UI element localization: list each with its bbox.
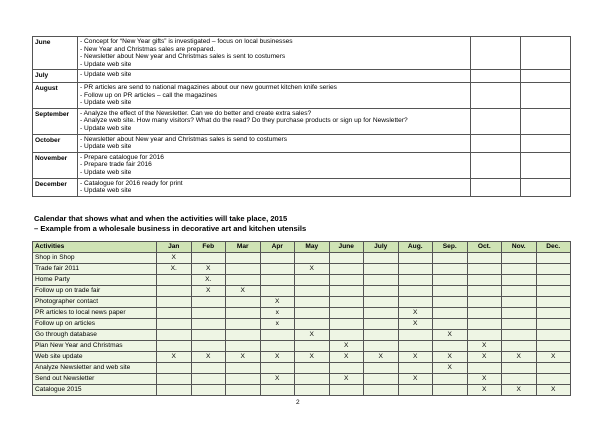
calendar-mark: [329, 330, 364, 341]
plan-line: - Update web site: [80, 187, 132, 195]
plan-description: [78, 108, 471, 134]
calendar-activity: PR articles to local news paper: [33, 308, 157, 319]
calendar-mark: [226, 275, 261, 286]
calendar-mark: [398, 286, 433, 297]
calendar-mark: [295, 319, 330, 330]
calendar-mark: [433, 385, 468, 396]
calendar-activity: Catalogue 2015: [33, 385, 157, 396]
plan-row: [33, 178, 571, 196]
calendar-mark: X: [157, 352, 192, 363]
calendar-header-month: May: [295, 242, 330, 253]
calendar-mark: [260, 275, 295, 286]
calendar-row: [33, 330, 571, 341]
calendar-activity: Analyze Newsletter and web site: [33, 363, 157, 374]
monthly-plan-table: [32, 36, 571, 197]
plan-description: [78, 134, 471, 152]
calendar-row: [33, 275, 571, 286]
calendar-mark: [502, 308, 537, 319]
calendar-header-row: [33, 242, 571, 253]
calendar-mark: X: [433, 363, 468, 374]
calendar-mark: X: [260, 352, 295, 363]
calendar-mark: [536, 341, 571, 352]
calendar-mark: X: [329, 341, 364, 352]
plan-extra-cell: [471, 70, 521, 83]
plan-month: June: [33, 37, 78, 70]
calendar-mark: X: [226, 352, 261, 363]
calendar-mark: [433, 253, 468, 264]
plan-line: - Update web site: [80, 60, 132, 68]
calendar-mark: [295, 308, 330, 319]
calendar-mark: [467, 319, 502, 330]
calendar-mark: [329, 253, 364, 264]
calendar-mark: X: [467, 341, 502, 352]
calendar-mark: [467, 264, 502, 275]
calendar-mark: X.: [157, 264, 192, 275]
calendar-mark: [157, 286, 192, 297]
calendar-mark: [260, 385, 295, 396]
calendar-header-month: Oct.: [467, 242, 502, 253]
calendar-mark: [502, 264, 537, 275]
calendar-mark: [191, 385, 226, 396]
calendar-mark: [226, 363, 261, 374]
plan-extra-cell: [521, 108, 571, 134]
calendar-mark: X: [502, 385, 537, 396]
calendar-mark: X: [260, 374, 295, 385]
calendar-row: [33, 341, 571, 352]
calendar-mark: [502, 319, 537, 330]
calendar-row: [33, 352, 571, 363]
calendar-mark: [364, 341, 399, 352]
calendar-mark: [157, 319, 192, 330]
calendar-mark: X: [398, 374, 433, 385]
plan-line: - Update web site: [80, 168, 132, 176]
calendar-row: [33, 264, 571, 275]
calendar-mark: [329, 308, 364, 319]
plan-description: [78, 37, 471, 70]
calendar-activity: Follow up on articles: [33, 319, 157, 330]
calendar-mark: [364, 297, 399, 308]
plan-extra-cell: [471, 82, 521, 108]
plan-description: [78, 82, 471, 108]
calendar-mark: X: [191, 352, 226, 363]
plan-description: [78, 70, 471, 83]
calendar-mark: [191, 253, 226, 264]
plan-line: - Analyze the effect of the Newsletter. Can we do better and create extra sales?: [80, 109, 312, 117]
calendar-mark: [536, 275, 571, 286]
plan-line: - Update web site: [80, 99, 132, 107]
page-number: 2: [296, 399, 300, 406]
calendar-mark: [295, 363, 330, 374]
calendar-row: [33, 286, 571, 297]
calendar-heading-line2: – Example from a wholesale business in decorative art and kitchen utensils: [34, 224, 307, 233]
plan-extra-cell: [521, 82, 571, 108]
calendar-row: [33, 297, 571, 308]
plan-line: - Prepare trade fair 2016: [80, 161, 152, 169]
calendar-heading-line1: Calendar that shows what and when the activities will take place, 2015: [34, 214, 288, 223]
calendar-header-month: Dec.: [536, 242, 571, 253]
plan-extra-cell: [471, 37, 521, 70]
calendar-mark: [364, 308, 399, 319]
calendar-mark: [433, 319, 468, 330]
plan-month: November: [33, 152, 78, 178]
calendar-mark: [502, 330, 537, 341]
calendar-mark: [536, 319, 571, 330]
plan-extra-cell: [521, 70, 571, 83]
calendar-mark: [364, 374, 399, 385]
calendar-activity: Shop in Shop: [33, 253, 157, 264]
calendar-header-month: Nov.: [502, 242, 537, 253]
calendar-mark: [260, 330, 295, 341]
calendar-mark: [433, 308, 468, 319]
calendar-mark: [536, 363, 571, 374]
calendar-mark: [226, 385, 261, 396]
plan-extra-cell: [471, 152, 521, 178]
calendar-activity: Trade fair 2011: [33, 264, 157, 275]
calendar-mark: [398, 363, 433, 374]
plan-line: - Prepare catalogue for 2016: [80, 153, 164, 161]
calendar-row: [33, 308, 571, 319]
plan-line: - Analyze web site. How many visitors? What do the read? Do they purchase products or sign up for Newsletter?: [80, 117, 408, 125]
plan-row: [33, 134, 571, 152]
calendar-mark: [329, 297, 364, 308]
plan-month: December: [33, 178, 78, 196]
calendar-mark: [226, 319, 261, 330]
calendar-mark: [398, 253, 433, 264]
calendar-mark: [226, 308, 261, 319]
calendar-mark: [467, 297, 502, 308]
calendar-mark: [364, 319, 399, 330]
calendar-mark: [467, 275, 502, 286]
calendar-activity: Web site update: [33, 352, 157, 363]
calendar-mark: X: [329, 352, 364, 363]
calendar-mark: [433, 275, 468, 286]
calendar-mark: X: [536, 385, 571, 396]
activity-calendar-table: [32, 241, 571, 396]
calendar-mark: [364, 286, 399, 297]
calendar-mark: [467, 286, 502, 297]
calendar-mark: [433, 341, 468, 352]
activity-calendar-body: [33, 242, 571, 396]
calendar-mark: [191, 341, 226, 352]
calendar-mark: [467, 253, 502, 264]
calendar-mark: X: [536, 352, 571, 363]
calendar-mark: [536, 308, 571, 319]
calendar-mark: X: [191, 286, 226, 297]
calendar-mark: [329, 275, 364, 286]
calendar-mark: [433, 374, 468, 385]
calendar-mark: [502, 286, 537, 297]
calendar-row: [33, 385, 571, 396]
calendar-mark: [157, 363, 192, 374]
calendar-activity: Plan New Year and Christmas: [33, 341, 157, 352]
calendar-mark: X: [502, 352, 537, 363]
calendar-mark: X: [295, 264, 330, 275]
calendar-mark: [502, 253, 537, 264]
plan-line: - Concept for “New Year gifts” is investigated – focus on local businesses: [80, 38, 293, 45]
plan-line: - Update web site: [80, 143, 132, 151]
plan-extra-cell: [471, 108, 521, 134]
calendar-header-month: Aug.: [398, 242, 433, 253]
calendar-mark: [364, 385, 399, 396]
calendar-mark: [467, 330, 502, 341]
calendar-mark: [364, 363, 399, 374]
calendar-mark: [295, 297, 330, 308]
plan-row: [33, 82, 571, 108]
calendar-mark: [157, 374, 192, 385]
plan-line: - Follow up on PR articles – call the magazines: [80, 91, 218, 99]
plan-line: - New Year and Christmas sales are prepared.: [80, 45, 216, 53]
calendar-mark: [226, 264, 261, 275]
calendar-heading: [34, 214, 306, 234]
calendar-mark: X: [364, 352, 399, 363]
calendar-mark: X: [433, 352, 468, 363]
calendar-mark: [536, 374, 571, 385]
calendar-mark: [295, 374, 330, 385]
calendar-header-month: Apr: [260, 242, 295, 253]
calendar-mark: [364, 330, 399, 341]
calendar-mark: x: [260, 319, 295, 330]
plan-row: [33, 37, 571, 70]
plan-extra-cell: [521, 37, 571, 70]
calendar-header-month: Feb: [191, 242, 226, 253]
calendar-mark: [157, 297, 192, 308]
calendar-activity: Follow up on trade fair: [33, 286, 157, 297]
plan-month: October: [33, 134, 78, 152]
calendar-mark: [329, 363, 364, 374]
calendar-mark: [502, 374, 537, 385]
calendar-mark: [364, 275, 399, 286]
calendar-mark: [329, 264, 364, 275]
calendar-mark: [502, 275, 537, 286]
plan-line: - Newsletter about New year and Christmas sales is sent to costumers: [80, 53, 286, 61]
calendar-mark: [536, 330, 571, 341]
plan-extra-cell: [521, 178, 571, 196]
plan-line: - Catalogue for 2016 ready for print: [80, 179, 183, 187]
calendar-mark: [295, 253, 330, 264]
calendar-mark: [260, 253, 295, 264]
calendar-mark: [536, 297, 571, 308]
calendar-mark: [295, 341, 330, 352]
plan-month: July: [33, 70, 78, 83]
calendar-mark: X: [433, 330, 468, 341]
calendar-mark: X: [329, 374, 364, 385]
calendar-activity: Send out Newsletter: [33, 374, 157, 385]
calendar-mark: [295, 286, 330, 297]
calendar-mark: [398, 385, 433, 396]
calendar-mark: [226, 374, 261, 385]
plan-line: - Update web site: [80, 124, 132, 132]
plan-extra-cell: [521, 134, 571, 152]
plan-row: [33, 152, 571, 178]
plan-description: [78, 178, 471, 196]
calendar-mark: X: [467, 352, 502, 363]
calendar-mark: [329, 385, 364, 396]
calendar-header-activities: Activities: [33, 242, 157, 253]
calendar-header-month: June: [329, 242, 364, 253]
calendar-header-month: Sep.: [433, 242, 468, 253]
plan-row: [33, 108, 571, 134]
calendar-mark: [433, 264, 468, 275]
calendar-mark: [295, 385, 330, 396]
calendar-mark: [191, 297, 226, 308]
plan-month: September: [33, 108, 78, 134]
calendar-activity: Photographer contact: [33, 297, 157, 308]
calendar-mark: [226, 341, 261, 352]
calendar-mark: X: [398, 308, 433, 319]
calendar-mark: [398, 275, 433, 286]
calendar-mark: [191, 330, 226, 341]
calendar-row: [33, 363, 571, 374]
calendar-mark: X: [191, 264, 226, 275]
calendar-mark: [157, 385, 192, 396]
calendar-mark: x: [260, 308, 295, 319]
monthly-plan-body: [33, 37, 571, 197]
calendar-mark: [226, 330, 261, 341]
plan-extra-cell: [471, 134, 521, 152]
plan-month: August: [33, 82, 78, 108]
calendar-mark: X: [295, 352, 330, 363]
calendar-mark: [260, 341, 295, 352]
calendar-mark: [157, 330, 192, 341]
calendar-mark: [157, 275, 192, 286]
calendar-mark: [191, 374, 226, 385]
calendar-mark: [398, 330, 433, 341]
calendar-mark: [191, 308, 226, 319]
calendar-mark: [433, 286, 468, 297]
calendar-mark: X: [467, 385, 502, 396]
plan-extra-cell: [521, 152, 571, 178]
calendar-row: [33, 319, 571, 330]
calendar-mark: [502, 297, 537, 308]
calendar-mark: [295, 275, 330, 286]
calendar-header-month: Mar: [226, 242, 261, 253]
calendar-activity: Go through database: [33, 330, 157, 341]
calendar-mark: [191, 363, 226, 374]
plan-line: - Newsletter about New year and Christmas sales is send to costumers: [80, 135, 288, 143]
plan-row: [33, 70, 571, 83]
calendar-mark: [398, 264, 433, 275]
plan-line: - PR articles are send to national magazines about our new gourmet kitchen knife series: [80, 83, 337, 91]
calendar-mark: [433, 297, 468, 308]
calendar-mark: [226, 253, 261, 264]
calendar-mark: [536, 286, 571, 297]
calendar-header-month: July: [364, 242, 399, 253]
plan-line: - Update web site: [80, 71, 132, 79]
calendar-mark: [157, 341, 192, 352]
calendar-mark: [502, 363, 537, 374]
calendar-mark: [398, 297, 433, 308]
calendar-mark: [536, 264, 571, 275]
calendar-mark: [364, 264, 399, 275]
calendar-mark: X: [398, 352, 433, 363]
calendar-mark: [536, 253, 571, 264]
calendar-row: [33, 253, 571, 264]
calendar-mark: X: [467, 374, 502, 385]
calendar-mark: [398, 341, 433, 352]
calendar-mark: [502, 341, 537, 352]
calendar-mark: X: [260, 297, 295, 308]
calendar-mark: [329, 286, 364, 297]
calendar-mark: [467, 363, 502, 374]
calendar-mark: [260, 363, 295, 374]
calendar-mark: [260, 264, 295, 275]
calendar-mark: X: [226, 286, 261, 297]
calendar-mark: [191, 319, 226, 330]
calendar-mark: [157, 308, 192, 319]
calendar-mark: X: [398, 319, 433, 330]
plan-description: [78, 152, 471, 178]
calendar-mark: X: [295, 330, 330, 341]
calendar-header-month: Jan: [157, 242, 192, 253]
calendar-mark: [226, 297, 261, 308]
calendar-activity: Home Party: [33, 275, 157, 286]
calendar-mark: X.: [191, 275, 226, 286]
calendar-mark: [364, 253, 399, 264]
calendar-mark: [260, 286, 295, 297]
calendar-row: [33, 374, 571, 385]
plan-extra-cell: [471, 178, 521, 196]
calendar-mark: [467, 308, 502, 319]
calendar-mark: [329, 319, 364, 330]
calendar-mark: X: [157, 253, 192, 264]
